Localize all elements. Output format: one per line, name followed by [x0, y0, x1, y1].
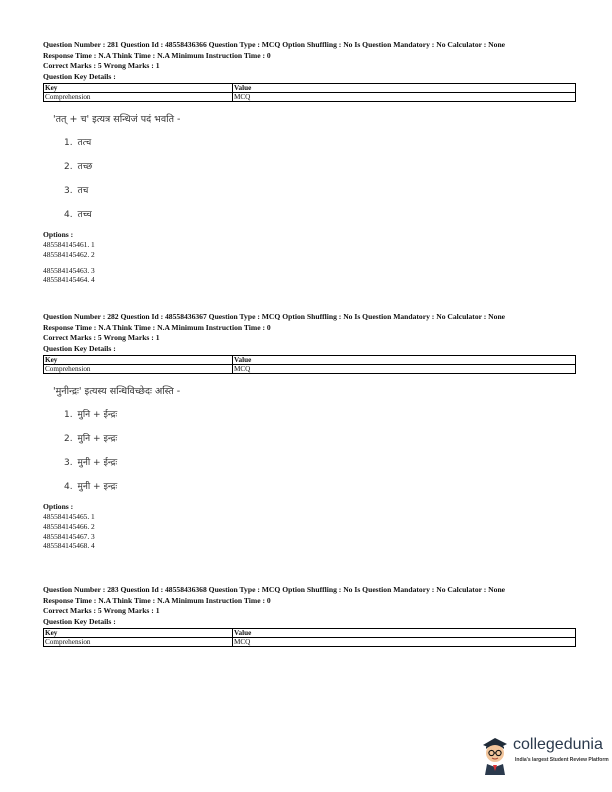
- option-3: 3. मुनी + ईन्द्रः: [64, 458, 118, 468]
- value-cell: MCQ: [233, 638, 576, 647]
- value-header: Value: [233, 629, 576, 638]
- options-title: Options :: [43, 230, 74, 239]
- collegedunia-logo[interactable]: [478, 735, 608, 775]
- option-id-1: 485584145465. 1: [43, 512, 95, 521]
- question-stem: 'मुनीन्द्रः' इत्यस्य सन्धिविच्छेदः अस्ति -: [53, 386, 181, 397]
- option-id-3: 485584145467. 3: [43, 531, 95, 541]
- value-cell: MCQ: [233, 93, 576, 102]
- key-details-table: [43, 83, 576, 102]
- question-header-line-1: Question Number : 283 Question Id : 48558436368 Question Type : MCQ Option Shuffling : No Is Question Mandatory : No Calculator : None: [43, 585, 506, 594]
- key-details-table: [43, 355, 576, 374]
- question-header-line-2: Response Time : N.A Think Time : N.A Minimum Instruction Time : 0: [43, 50, 271, 60]
- value-header: Value: [233, 84, 576, 93]
- logo-wordmark: collegedunia: [513, 736, 603, 753]
- key-cell: Comprehension: [44, 638, 233, 647]
- option-2: 2. मुनि + इन्द्रः: [64, 434, 118, 444]
- value-cell: MCQ: [233, 365, 576, 374]
- logo-tagline: India's largest Student Review Platform: [515, 757, 609, 763]
- question-283: [43, 585, 576, 647]
- value-header: Value: [233, 356, 576, 365]
- option-id-4: 485584145464. 4: [43, 275, 95, 285]
- key-header: Key: [44, 356, 233, 365]
- option-list: [43, 131, 576, 227]
- option-2: 2. तच्छ: [64, 162, 93, 172]
- option-id-2: 485584145462. 2: [43, 249, 95, 259]
- question-header-line-2: Response Time : N.A Think Time : N.A Minimum Instruction Time : 0: [43, 595, 271, 605]
- option-id-2: 485584145466. 2: [43, 521, 95, 531]
- question-header-line-2: Response Time : N.A Think Time : N.A Minimum Instruction Time : 0: [43, 322, 271, 332]
- question-header-line-1: Question Number : 282 Question Id : 48558436367 Question Type : MCQ Option Shuffling : No Is Question Mandatory : No Calculator : None: [43, 312, 506, 321]
- question-header-line-4: Question Key Details :: [43, 343, 116, 353]
- option-1: 1. मुनि + ईन्द्रः: [64, 410, 118, 420]
- key-header: Key: [44, 629, 233, 638]
- question-header-line-3: Correct Marks : 5 Wrong Marks : 1: [43, 61, 160, 70]
- options-title: Options :: [43, 502, 74, 511]
- key-details-table: [43, 628, 576, 647]
- question-header-line-1: Question Number : 281 Question Id : 48558436366 Question Type : MCQ Option Shuffling : No Is Question Mandatory : No Calculator : None: [43, 40, 506, 49]
- question-282: [43, 312, 576, 551]
- option-4: 4. तच्च: [64, 210, 92, 220]
- option-4: 4. मुनी + इन्द्रः: [64, 482, 118, 492]
- question-stem: 'तत् + च' इत्यत्र सन्धिजं पदं भवति -: [53, 114, 181, 125]
- question-header-line-3: Correct Marks : 5 Wrong Marks : 1: [43, 606, 160, 615]
- key-header: Key: [44, 84, 233, 93]
- question-header-line-3: Correct Marks : 5 Wrong Marks : 1: [43, 333, 160, 342]
- question-header-line-4: Question Key Details :: [43, 71, 116, 81]
- option-1: 1. तत्च: [64, 138, 92, 148]
- option-id-3: 485584145463. 3: [43, 265, 95, 275]
- option-id-1: 485584145461. 1: [43, 240, 95, 249]
- option-id-4: 485584145468. 4: [43, 541, 95, 551]
- question-header-line-4: Question Key Details :: [43, 616, 116, 626]
- question-281: [43, 40, 576, 285]
- student-mascot-icon: [478, 735, 512, 775]
- option-list: [43, 403, 576, 499]
- key-cell: Comprehension: [44, 365, 233, 374]
- key-cell: Comprehension: [44, 93, 233, 102]
- option-3: 3. तच: [64, 186, 89, 196]
